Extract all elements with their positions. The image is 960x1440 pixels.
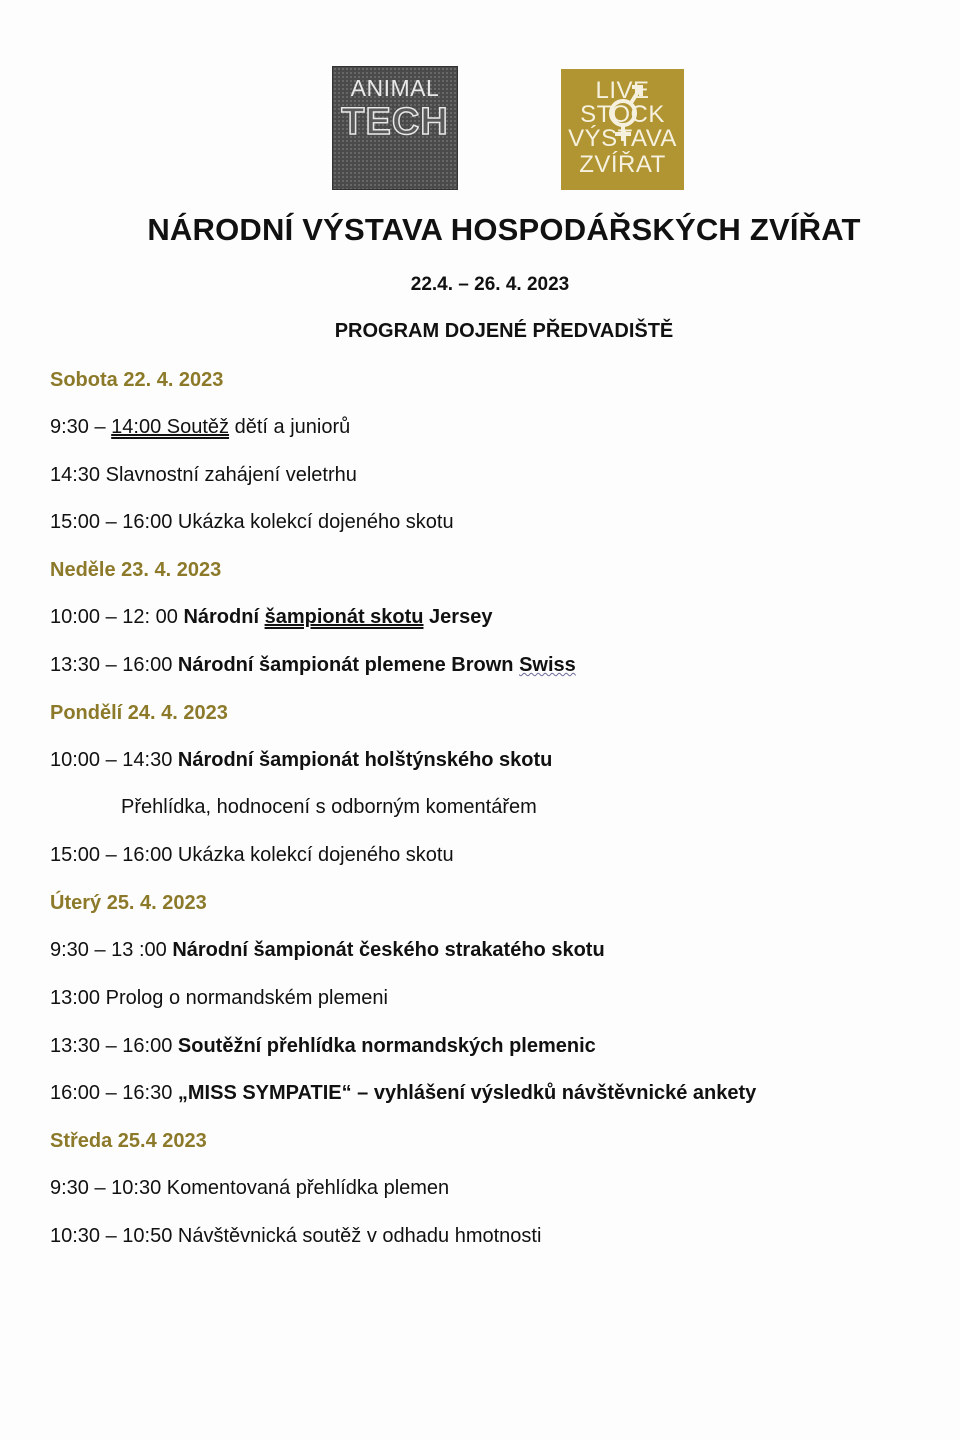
logo-row [0,66,960,190]
entry-title-underlined: šampionát skotu [264,606,424,628]
schedule-entry-subtext: Přehlídka, hodnocení s odborným komentářem [121,796,537,818]
entry-title: Národní [183,606,265,628]
program-title: PROGRAM DOJENÉ PŘEDVADIŠTĚ [334,320,674,342]
schedule-entry [50,748,552,772]
day-heading-monday: Pondělí 24. 4. 2023 [50,702,228,724]
schedule-entry [50,938,605,962]
animal-tech-logo-line1: ANIMAL [350,75,440,101]
animal-tech-logo [332,66,458,190]
schedule-entry [50,1081,756,1105]
schedule-entry: 15:00 – 16:00 Ukázka kolekcí dojeného skotu [50,511,454,533]
page-title: NÁRODNÍ VÝSTAVA HOSPODÁŘSKÝCH ZVÍŘAT [147,212,861,247]
schedule-entry [50,1034,596,1058]
entry-time: 13:30 – 16:00 [50,1035,178,1057]
entry-title: Národní šampionát českého strakatého skotu [172,939,605,961]
livestock-logo [561,69,684,190]
entry-text: dětí a juniorů [229,416,351,438]
animal-tech-logo-line2: TECH [341,101,449,143]
entry-time: 9:30 – [50,416,112,438]
event-dates: 22.4. – 26. 4. 2023 [410,274,570,295]
schedule-entry: 9:30 – 10:30 Komentovaná přehlídka plemen [50,1177,450,1199]
entry-title-spellcheck: Swiss [519,654,576,676]
entry-time-underlined: 14:00 Soutěž [111,416,230,438]
entry-time: 13:30 – 16:00 [50,654,178,676]
entry-time: 16:00 – 16:30 [50,1082,178,1104]
entry-time: 10:00 – 14:30 [50,749,178,771]
day-heading-wednesday: Středa 25.4 2023 [50,1130,207,1152]
entry-time: 9:30 – 13 :00 [50,939,173,961]
day-heading-saturday: Sobota 22. 4. 2023 [50,369,224,391]
schedule-entry: 14:30 Slavnostní zahájení veletrhu [50,464,357,486]
entry-title: Soutěžní přehlídka normandských plemenic [177,1035,596,1057]
livestock-logo-line2: STOCK [580,101,665,128]
schedule-entry [50,415,350,439]
livestock-logo-line1: LIVE [595,77,650,104]
entry-title: Jersey [423,606,493,628]
day-heading-sunday: Neděle 23. 4. 2023 [50,559,222,581]
schedule-entry: 15:00 – 16:00 Ukázka kolekcí dojeného skotu [50,844,454,866]
schedule-entry: 10:30 – 10:50 Návštěvnická soutěž v odhadu hmotnosti [50,1225,542,1247]
entry-title: Národní šampionát plemene Brown [177,654,520,676]
livestock-logo-line4: ZVÍŘAT [579,151,666,178]
entry-title: Národní šampionát holštýnského skotu [177,749,553,771]
livestock-logo-line3: VÝSTAVA [568,125,677,152]
schedule-entry [50,605,492,629]
entry-time: 10:00 – 12: 00 [50,606,184,628]
schedule-entry: 13:00 Prolog o normandském plemeni [50,987,388,1009]
entry-title: „MISS SYMPATIE“ – vyhlášení výsledků návštěvnické ankety [177,1082,757,1104]
day-heading-tuesday: Úterý 25. 4. 2023 [50,892,207,914]
schedule-entry [50,653,576,677]
